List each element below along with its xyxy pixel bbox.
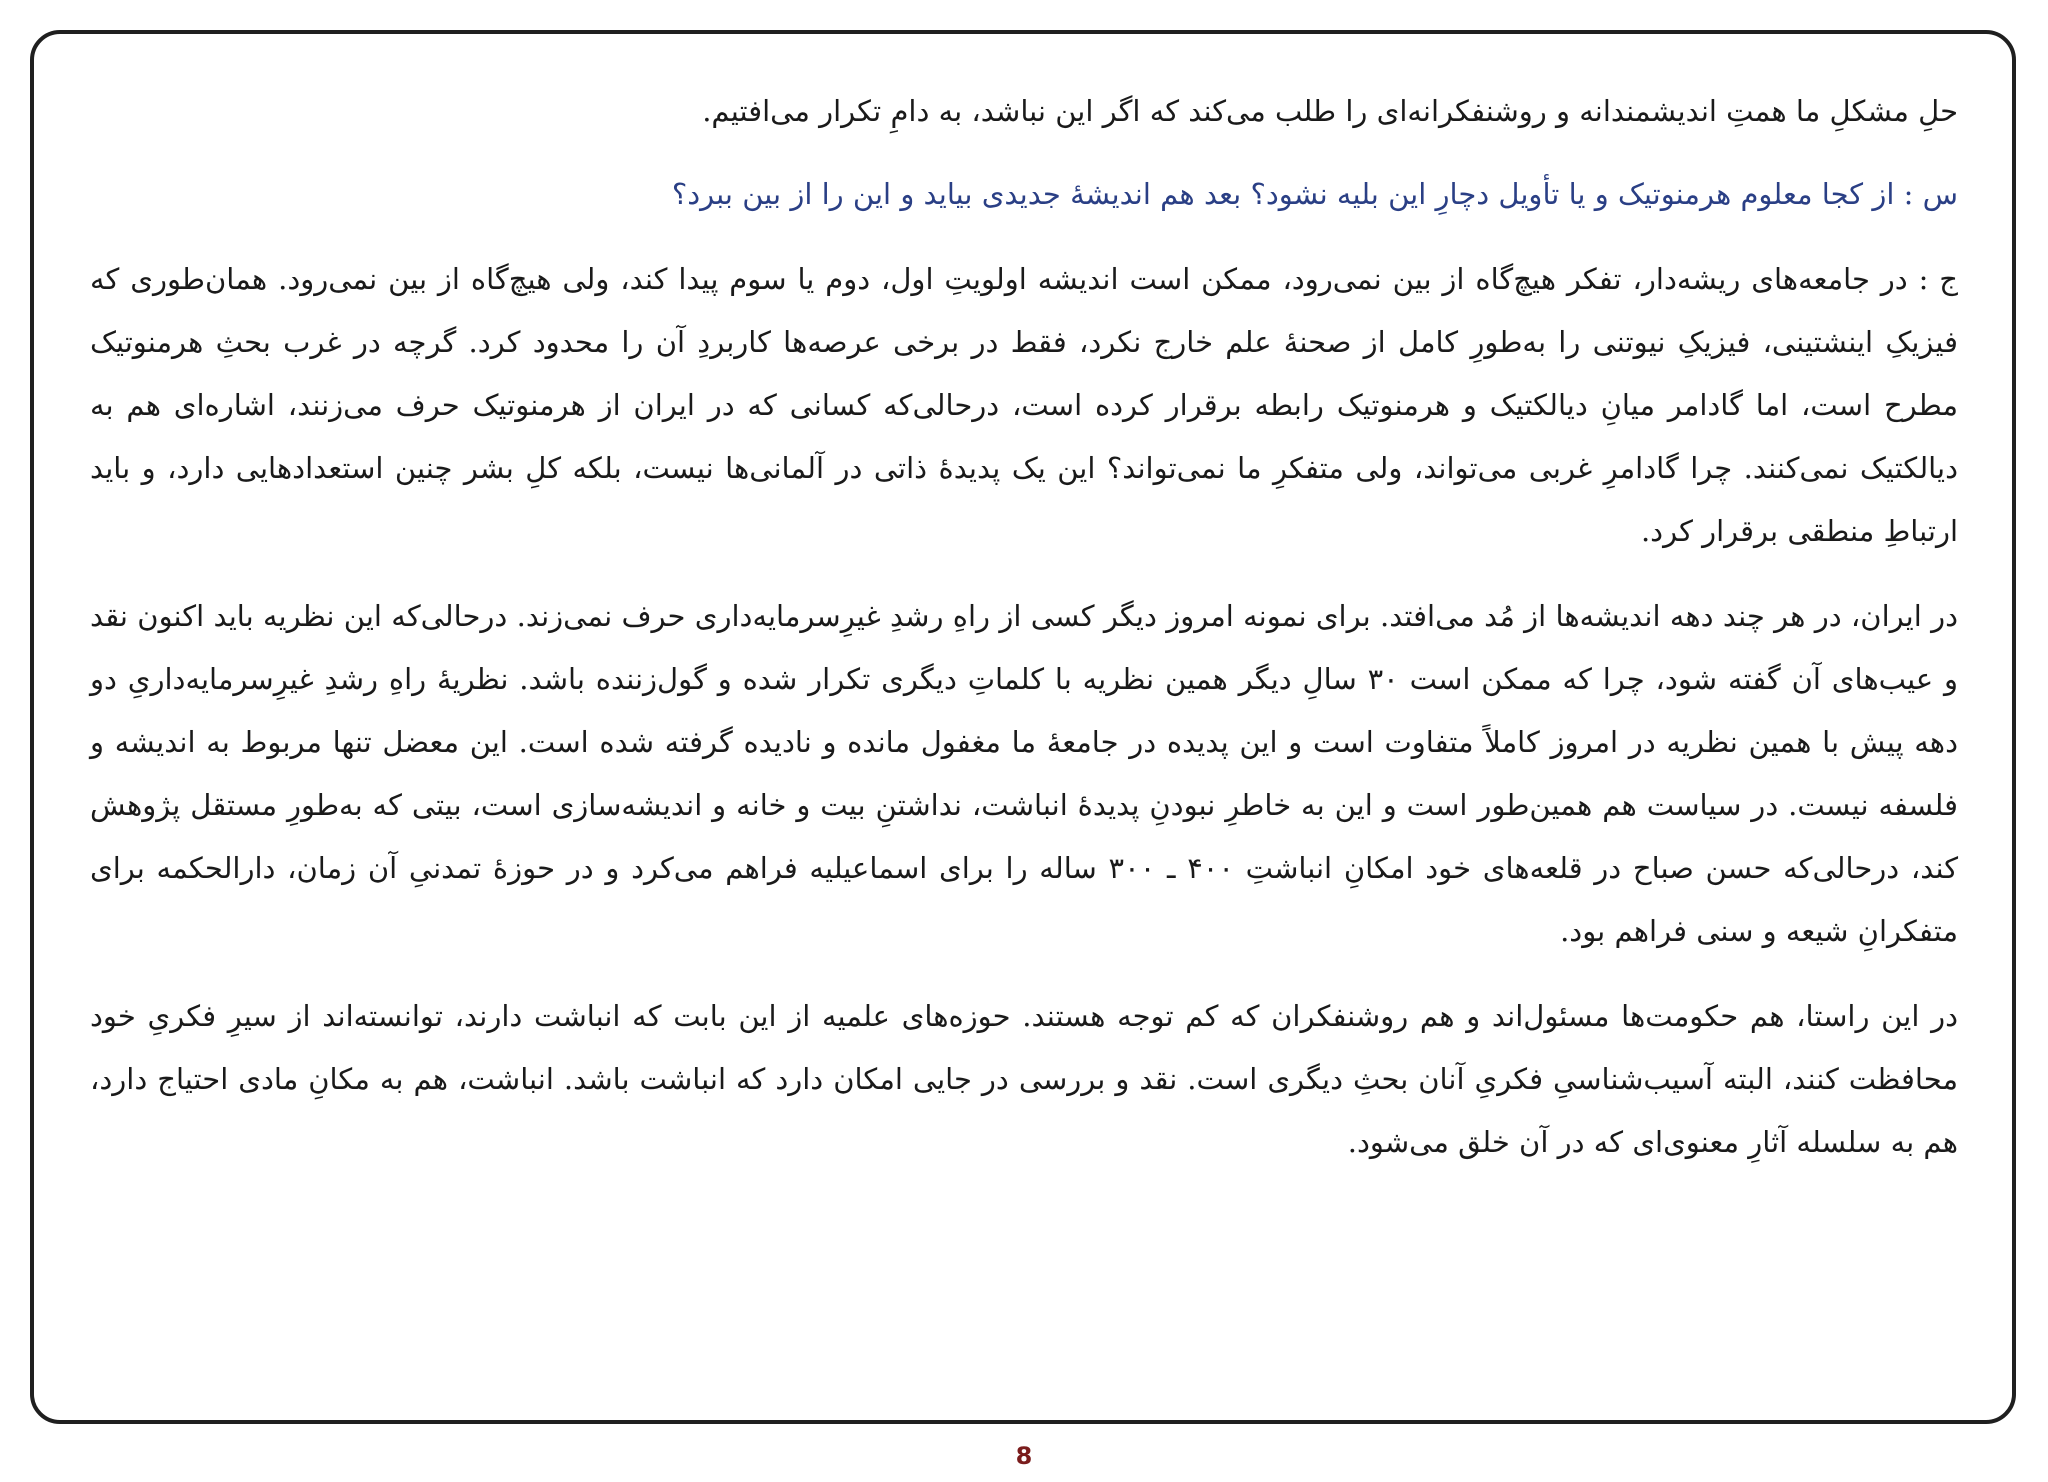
page-number: 8 bbox=[1015, 1442, 1033, 1470]
interview-question: س : از کجا معلوم هرمنوتیک و یا تأویل دچارِ این بلیه نشود؟ بعد هم اندیشهٔ جدیدی بیاید و این را از بین ببرد؟ bbox=[671, 177, 1958, 211]
answer-paragraph-3: در این راستا، هم حکومت‌ها مسئول‌اند و هم روشنفکران که کم توجه هستند. حوزه‌های علمیه از این بابت که انباشت دارند، توانسته‌اند از سیرِ فکریِ خود محافظت کنند، البته آسیب‌شناسیِ فکریِ آنان بحثِ دیگری است. نقد و بررسی در جایی امکان دارد که انباشت باشد. انباشت، هم به مکانِ مادی احتیاج دارد، هم به سلسله آثارِ معنوی‌ای که در آن خلق می‌شود. bbox=[90, 999, 1958, 1159]
paragraph-intro: حلِ مشکلِ ما همتِ اندیشمندانه و روشنفکرانه‌ای را طلب می‌کند که اگر این نباشد، به دامِ تکرار می‌افتیم. bbox=[702, 94, 1958, 128]
answer-paragraph-2: در ایران، در هر چند دهه اندیشه‌ها از مُد می‌افتد. برای نمونه امروز دیگر کسی از راهِ رشدِ غیرِسرمایه‌داری حرف نمی‌زند. درحالی‌که این نظریه باید اکنون نقد و عیب‌های آن گفته شود، چرا که ممکن است ۳۰ سالِ دیگر همین نظریه با کلماتِ دیگری تکرار شده و گول‌زننده باشد. نظریهٔ راهِ رشدِ غیرِسرمایه‌داریِ دو دهه پیش با همین نظریه در امروز کاملاً متفاوت است و این پدیده در جامعهٔ ما مغفول مانده و نادیده گرفته شده است. این معضل تنها مربوط به اندیشه و فلسفه نیست. در سیاست هم همین‌طور است و این به خاطرِ نبودنِ پدیدهٔ انباشت، نداشتنِ بیت و خانه و اندیشه‌سازی است، بیتی که به‌طورِ مستقل پژوهش کند، درحالی‌که حسن صباح در قلعه‌های خود امکانِ انباشتِ ۴۰۰ ـ ۳۰۰ ساله را برای اسماعیلیه فراهم می‌کرد و در حوزهٔ تمدنیِ آن زمان، دارالحکمه برای متفکرانِ شیعه و سنی فراهم بود. bbox=[90, 599, 1959, 948]
answer-paragraph-1: ج : در جامعه‌های ریشه‌دار، تفکر هیچ‌گاه از بین نمی‌رود، ممکن است اندیشه اولویتِ اول، دوم یا سوم پیدا کند، ولی هیچ‌گاه از بین نمی‌رود. همان‌طوری که فیزیکِ اینشتینی، فیزیکِ نیوتنی را به‌طورِ کامل از صحنهٔ علم خارج نکرد، فقط در برخی عرصه‌ها کاربردِ آن را محدود کرد. گرچه در غرب بحثِ هرمنوتیک مطرح است، اما گادامر میانِ دیالکتیک و هرمنوتیک رابطه برقرار کرده است، درحالی‌که کسانی که در ایران از هرمنوتیک حرف می‌زنند، اشاره‌ای هم به دیالکتیک نمی‌کنند. چرا گادامرِ غربی می‌تواند، ولی متفکرِ ما نمی‌تواند؟ این یک پدیدهٔ ذاتی در آلمانی‌ها نیست، بلکه کلِ بشر چنین استعدادهایی دارد، و باید ارتباطِ منطقی برقرار کرد. bbox=[90, 262, 1958, 548]
article-body bbox=[90, 80, 1958, 1196]
